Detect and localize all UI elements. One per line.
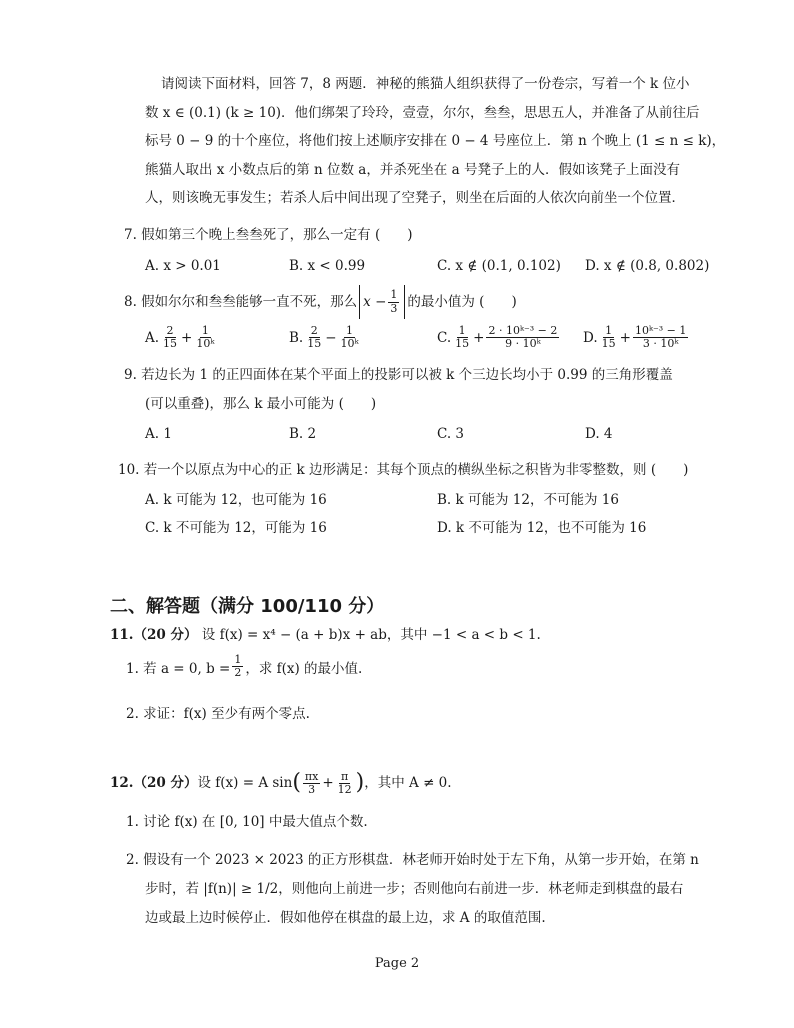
section-title: 二、解答题（满分 100/110 分） bbox=[110, 596, 385, 617]
frac-num: 1 bbox=[346, 324, 354, 337]
frac-den: 15 bbox=[163, 337, 178, 351]
frac-den: 3 bbox=[390, 301, 398, 315]
q12-stem-pre: 设 f(x) = A sin bbox=[197, 775, 293, 792]
frac-den: 10ᵏ bbox=[340, 337, 359, 351]
operator: + bbox=[619, 329, 631, 346]
question-7-options bbox=[145, 258, 710, 278]
option-label: A. bbox=[145, 329, 160, 346]
q8-stem-pre: 8. 假如尔尔和叁叁能够一直不死，那么 bbox=[124, 293, 358, 310]
passage-line: 熊猫人取出 x 小数点后的第 n 位数 a，并杀死坐在 a 号凳子上的人．假如该凳子上面没有 bbox=[145, 161, 680, 178]
frac-num: 10ᵏ⁻³ − 1 bbox=[634, 324, 687, 337]
q11-text: 设 f(x) = x⁴ − (a + b)x + ab，其中 −1 < a < b < 1. bbox=[201, 627, 541, 643]
q11-p1-pre: 1. 若 a = 0, b = bbox=[126, 660, 231, 677]
question-11-part2: 2. 求证：f(x) 至少有两个零点. bbox=[126, 706, 310, 722]
frac-num: 2 bbox=[166, 324, 174, 337]
page-number: Page 2 bbox=[374, 956, 420, 971]
option-d: D. x ∉ (0.8, 0.802) bbox=[585, 258, 710, 274]
question-7-stem: 7. 假如第三个晚上叁叁死了，那么一定有 ( ) bbox=[124, 227, 413, 243]
reading-passage bbox=[145, 70, 726, 213]
option-c bbox=[437, 325, 561, 350]
option-d: D. k 不可能为 12，也不可能为 16 bbox=[437, 520, 647, 536]
option-label: D. bbox=[583, 329, 598, 346]
fraction bbox=[388, 289, 399, 314]
option-a: A. 1 bbox=[145, 426, 172, 442]
frac-num: 2 bbox=[310, 324, 318, 337]
option-d bbox=[583, 325, 690, 350]
frac-den: 2 bbox=[234, 666, 242, 680]
option-c: C. 3 bbox=[437, 426, 465, 442]
q12-stem-post: ，其中 A ≠ 0. bbox=[364, 775, 452, 792]
q8-stem-post: 的最小值为 ( ) bbox=[407, 293, 517, 310]
frac-den: 12 bbox=[337, 782, 352, 796]
operator: + bbox=[473, 329, 485, 346]
question-9-options bbox=[145, 426, 705, 446]
option-a bbox=[145, 325, 218, 350]
operator: + bbox=[322, 775, 334, 792]
option-b bbox=[289, 325, 363, 350]
frac-den: 3 bbox=[308, 782, 316, 796]
question-11-stem bbox=[110, 627, 541, 643]
abs-expression bbox=[359, 285, 405, 319]
question-12-part2-line2: 步时，若 |f(n)| ≥ 1/2，则他向上前进一步；否则他向右前进一步．林老师走到棋盘的最右 bbox=[145, 881, 684, 897]
frac-num: 1 bbox=[458, 324, 466, 337]
frac-num: 2 · 10ᵏ⁻³ − 2 bbox=[488, 324, 558, 337]
question-8-options bbox=[145, 325, 705, 359]
abs-pre: x − bbox=[363, 293, 387, 310]
frac-den: 9 · 10ᵏ bbox=[505, 337, 541, 351]
question-9-line2: (可以重叠)，那么 k 最小可能为 ( ) bbox=[145, 396, 377, 412]
option-b: B. x < 0.99 bbox=[289, 258, 366, 274]
question-10-options bbox=[145, 492, 705, 542]
q11-score: （20 分） bbox=[133, 627, 198, 643]
frac-num: 1 bbox=[605, 324, 613, 337]
option-a: A. k 可能为 12，也可能为 16 bbox=[145, 492, 327, 508]
q12-score: （20 分） bbox=[133, 775, 198, 792]
question-12-part2-line1: 2. 假设有一个 2023 × 2023 的正方形棋盘．林老师开始时处于左下角，从第一步开始，在第 n bbox=[126, 852, 699, 868]
operator: − bbox=[325, 329, 337, 346]
option-label: B. bbox=[289, 329, 304, 346]
operator: + bbox=[181, 329, 193, 346]
question-8-stem bbox=[124, 285, 517, 319]
frac-num: π bbox=[341, 769, 349, 783]
q11-p1-post: ，求 f(x) 的最小值. bbox=[245, 660, 363, 677]
option-c: C. x ∉ (0.1, 0.102) bbox=[437, 258, 561, 274]
option-b: B. 2 bbox=[289, 426, 317, 442]
q12-number: 12. bbox=[110, 775, 134, 792]
frac-den: 15 bbox=[601, 337, 616, 351]
question-12-part1: 1. 讨论 f(x) 在 [0, 10] 中最大值点个数. bbox=[126, 814, 368, 830]
passage-line: 请阅读下面材料，回答 7，8 两题．神秘的熊猫人组织获得了一份卷宗，写着一个 k 位小 bbox=[161, 76, 690, 93]
passage-line: 标号 0 − 9 的十个座位，将他们按上述顺序安排在 0 − 4 号座位上．第 n 个晚上 (1 ≤ n ≤ k)， bbox=[145, 133, 726, 150]
frac-den: 3 · 10ᵏ bbox=[642, 337, 679, 351]
option-c: C. k 不可能为 12，可能为 16 bbox=[145, 520, 327, 536]
option-b: B. k 可能为 12，不可能为 16 bbox=[437, 492, 619, 508]
option-label: C. bbox=[437, 329, 452, 346]
frac-den: 10ᵏ bbox=[196, 337, 215, 351]
frac-num: 1 bbox=[201, 324, 209, 337]
question-11-part1 bbox=[126, 654, 362, 679]
frac-den: 15 bbox=[455, 337, 470, 351]
question-12-stem: 12. （20 分） 设 f(x) = A sin ( $\frac{\pi x}{3}$ + $\frac{\pi}{12}$ ) ，其中 A ≠ 0. bbox=[110, 769, 452, 796]
frac-num: πx bbox=[304, 769, 319, 783]
option-a: A. x > 0.01 bbox=[145, 258, 221, 274]
frac-den: 15 bbox=[307, 337, 322, 351]
question-12-part2-line3: 边或最上边时候停止．假如他停在棋盘的最上边，求 A 的取值范围. bbox=[145, 910, 546, 926]
question-9-line1: 9. 若边长为 1 的正四面体在某个平面上的投影可以被 k 个三边长均小于 0.99 的三角形覆盖 bbox=[124, 367, 673, 383]
passage-line: 数 x ∈ (0.1) (k ≥ 10)．他们绑架了玲玲，壹壹，尔尔，叁叁，思思五人，并准备了从前往后 bbox=[145, 104, 700, 121]
q11-number: 11. bbox=[110, 627, 134, 643]
question-10-stem: 10. 若一个以原点为中心的正 k 边形满足：其每个顶点的横纵坐标之积皆为非零整数，则 ( ) bbox=[118, 462, 689, 478]
frac-num: 1 bbox=[234, 653, 242, 666]
passage-line: 人，则该晚无事发生；若杀人后中间出现了空凳子，则坐在后面的人依次向前坐一个位置． bbox=[145, 190, 685, 207]
option-d: D. 4 bbox=[585, 426, 613, 442]
frac-num: 1 bbox=[390, 288, 398, 302]
